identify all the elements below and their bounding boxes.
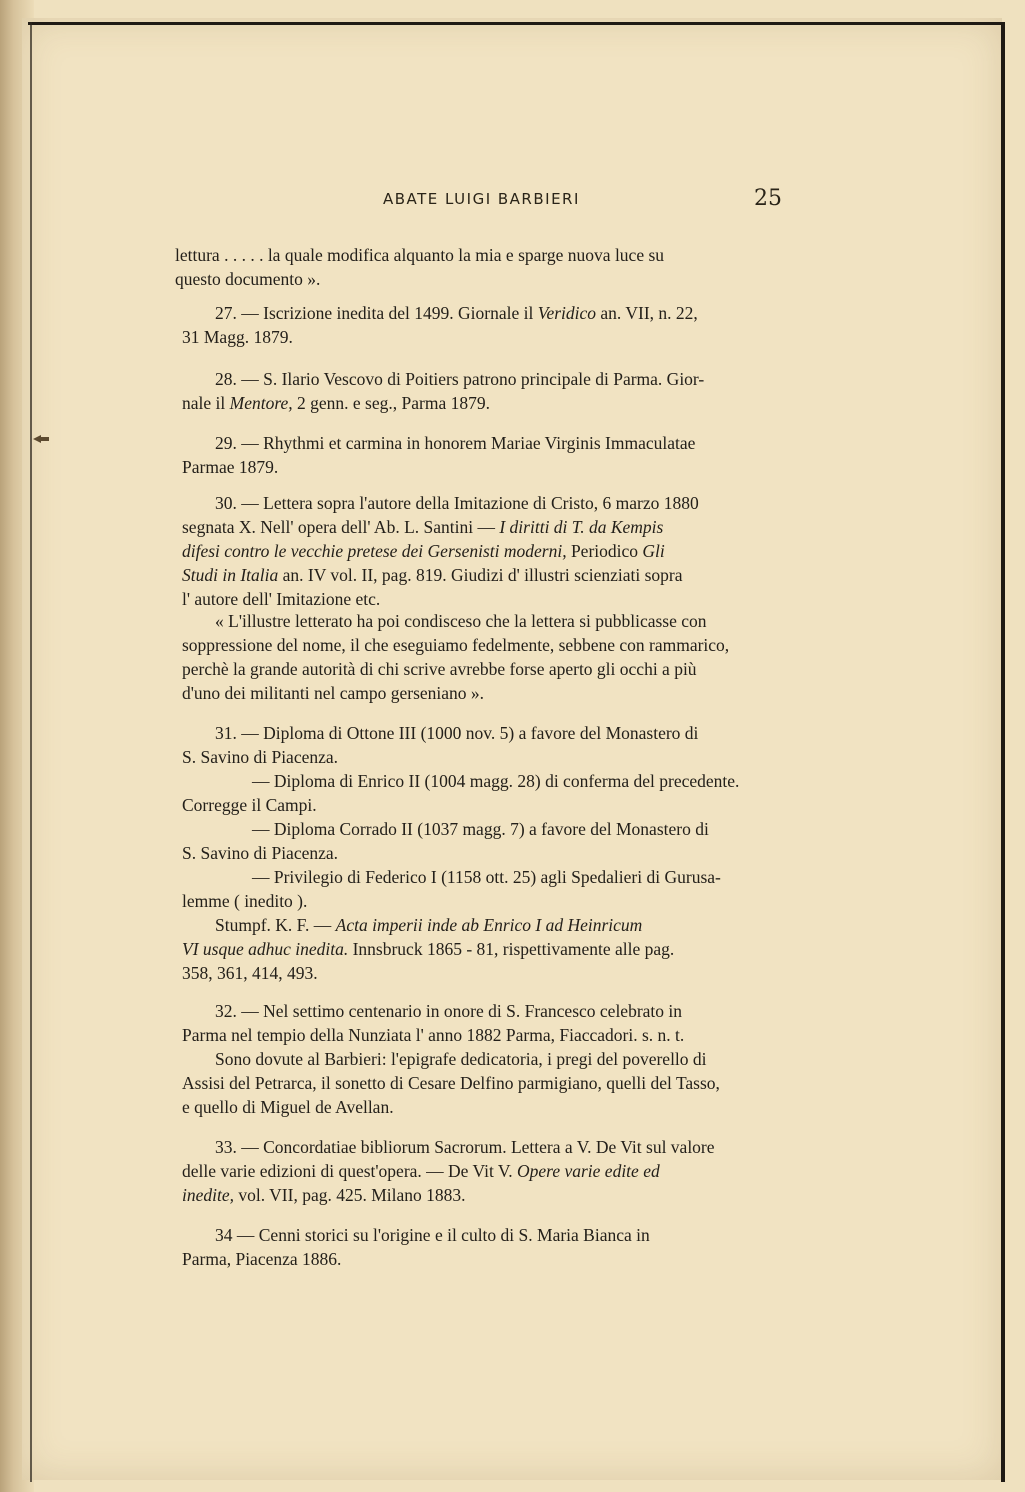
entry-34-line-1: 34 — Cenni storici su l'origine e il culto di S. Maria Bianca in xyxy=(215,1225,650,1245)
entry-27-line-2: 31 Magg. 1879. xyxy=(182,327,293,347)
entry-30-line-6: « L'illustre letterato ha poi condisceso che la lettera si pubblicasse con xyxy=(215,611,707,631)
entry-31-title-a: Acta imperii inde ab Enrico I ad Heinricum xyxy=(335,915,643,935)
entry-31-line-11: 358, 361, 414, 493. xyxy=(182,963,318,983)
entry-31-line-2: S. Savino di Piacenza. xyxy=(182,747,339,767)
entry-30-line-3 xyxy=(182,539,665,563)
entry-28-line-2 xyxy=(182,391,490,415)
entry-30-line-5: l' autore dell' Imitazione etc. xyxy=(182,589,381,609)
entry-29-line-1: 29. — Rhythmi et carmina in honorem Mariae Virginis Immaculatae xyxy=(215,433,696,453)
entry-33-line-1: 33. — Concordatiae bibliorum Sacrorum. Lettera a V. De Vit sul valore xyxy=(215,1137,715,1157)
entry-28-line-1: 28. — S. Ilario Vescovo di Poitiers patrono principale di Parma. Gior- xyxy=(215,369,705,389)
entry-32-line-5: e quello di Miguel de Avellan. xyxy=(182,1097,394,1117)
entry-intro-line-2: questo documento ». xyxy=(175,269,321,289)
entry-intro-line-1: lettura . . . . . la quale modifica alquanto la mia e sparge nuova luce su xyxy=(175,245,665,265)
scan-border-right xyxy=(1001,22,1005,1482)
scan-border-top xyxy=(28,22,1004,25)
entry-31-text-b: Innsbruck 1865 - 81, rispettivamente alle pag. xyxy=(348,939,675,959)
entry-29-line-2: Parmae 1879. xyxy=(182,457,279,477)
entry-30-title-a: I diritti di T. da Kempis xyxy=(499,517,664,537)
entry-28-text-b: 2 genn. e seg., Parma 1879. xyxy=(292,393,490,413)
entry-34-line-2: Parma, Piacenza 1886. xyxy=(182,1249,342,1269)
entry-27-text-b: an. VII, n. 22, xyxy=(596,303,698,323)
entry-28-text-a: nale il xyxy=(182,393,230,413)
margin-hand-icon xyxy=(32,433,50,445)
page-paper xyxy=(22,18,1002,1480)
entry-31-line-6: S. Savino di Piacenza. xyxy=(182,843,339,863)
entry-30-journal-b: Studi in Italia xyxy=(182,565,279,585)
entry-27-text-a: 27. — Iscrizione inedita del 1499. Giornale il xyxy=(215,303,538,323)
scan-border-left xyxy=(30,22,32,1482)
entry-30-journal-a: Gli xyxy=(642,541,665,561)
entry-32-line-1: 32. — Nel settimo centenario in onore di S. Francesco celebrato in xyxy=(215,1001,683,1021)
entry-31-line-9 xyxy=(215,913,642,937)
entry-32-line-4: Assisi del Petrarca, il sonetto di Cesare Delfino parmigiano, quelli del Tasso, xyxy=(182,1073,720,1093)
entry-33-text-a: delle varie edizioni di quest'opera. — De Vit V. xyxy=(182,1161,518,1181)
entry-32-line-2: Parma nel tempio della Nunziata l' anno 1882 Parma, Fiaccadori. s. n. t. xyxy=(182,1025,685,1045)
entry-30-text-a: segnata X. Nell' opera dell' Ab. L. Santini — xyxy=(182,517,500,537)
entry-28-title: Mentore, xyxy=(229,393,293,413)
entry-30-text-c: an. IV vol. II, pag. 819. Giudizi d' illustri scienziati sopra xyxy=(278,565,683,585)
entry-32-line-3: Sono dovute al Barbieri: l'epigrafe dedicatoria, i pregi del poverello di xyxy=(215,1049,707,1069)
entry-33-title-a: Opere varie edite ed xyxy=(517,1161,660,1181)
page-number: 25 xyxy=(754,186,782,211)
entry-31-text-a: Stumpf. K. F. — xyxy=(215,915,336,935)
entry-30-line-7: soppressione del nome, il che eseguiamo fedelmente, sebbene con rammarico, xyxy=(182,635,730,655)
entry-33-text-b: vol. VII, pag. 425. Milano 1883. xyxy=(234,1185,466,1205)
entry-27-title: Veridico xyxy=(537,303,597,323)
entry-30-title-b: difesi contro le vecchie pretese dei Gersenisti moderni, xyxy=(182,541,567,561)
entry-33-line-2 xyxy=(182,1159,660,1183)
entry-31-line-4: Corregge il Campi. xyxy=(182,795,317,815)
entry-31-line-10 xyxy=(182,937,674,961)
entry-33-title-b: inedite, xyxy=(182,1185,234,1205)
entry-31-line-8: lemme ( inedito ). xyxy=(182,891,308,911)
entry-31-line-1: 31. — Diploma di Ottone III (1000 nov. 5) a favore del Monastero di xyxy=(215,723,699,743)
entry-30-line-8: perchè la grande autorità di chi scrive avrebbe forse aperto gli occhi a più xyxy=(182,659,697,679)
entry-27-line-1 xyxy=(215,301,698,325)
running-head: ABATE LUIGI BARBIERI xyxy=(383,190,580,208)
entry-33-line-3 xyxy=(182,1183,466,1207)
entry-31-title-b: VI usque adhuc inedita. xyxy=(182,939,349,959)
entry-30-text-b: Periodico xyxy=(566,541,643,561)
entry-31-line-7: — Privilegio di Federico I (1158 ott. 25) agli Spedalieri di Gurusa- xyxy=(252,867,721,887)
entry-31-line-3: — Diploma di Enrico II (1004 magg. 28) di conferma del precedente. xyxy=(252,771,740,791)
entry-30-line-9: d'uno dei militanti nel campo gerseniano ». xyxy=(182,683,485,703)
entry-30-line-4 xyxy=(182,563,683,587)
entry-31-line-5: — Diploma Corrado II (1037 magg. 7) a favore del Monastero di xyxy=(252,819,709,839)
entry-30-line-2 xyxy=(182,515,663,539)
entry-30-line-1: 30. — Lettera sopra l'autore della Imitazione di Cristo, 6 marzo 1880 xyxy=(215,493,699,513)
